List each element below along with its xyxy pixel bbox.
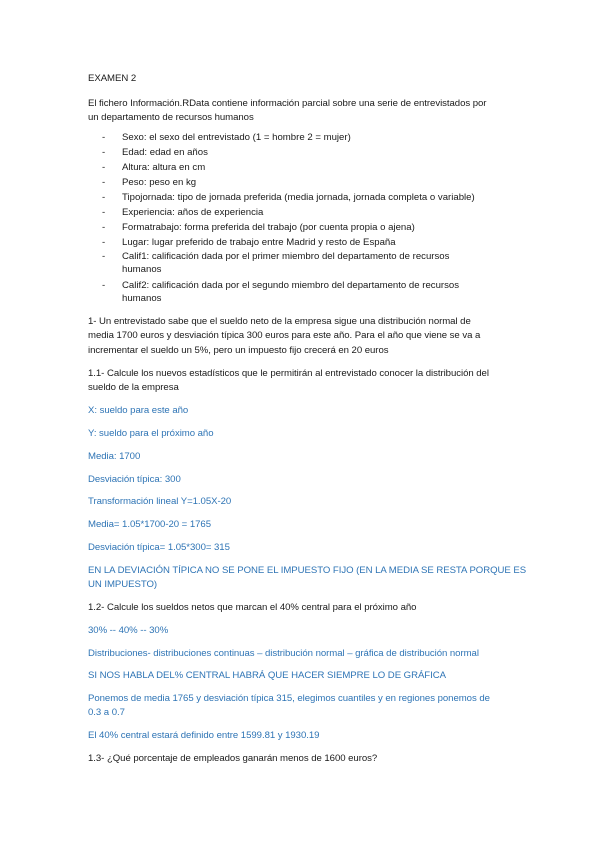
bullet-marker: - [102,251,106,262]
answer-y-definition: Y: sueldo para el próximo año [88,428,214,439]
bullet-marker: - [102,192,106,203]
answer-steps-line-2: 0.3 a 0.7 [88,707,125,718]
question-1-1-line-1: 1.1- Calcule los nuevos estadísticos que le permitirán al entrevistado conocer la distribución del [88,368,489,379]
list-item-continuation: humanos [122,293,162,304]
answer-result: El 40% central estará definido entre 1599.81 y 1930.19 [88,730,320,741]
intro-line-1: El fichero Información.RData contiene información parcial sobre una serie de entrevistados por [88,98,487,109]
list-item: Edad: edad en años [122,147,208,158]
answer-media: Media: 1700 [88,451,141,462]
answer-split: 30% -- 40% -- 30% [88,625,169,636]
list-item: Calif1: calificación dada por el primer miembro del departamento de recursos [122,251,450,262]
list-item: Lugar: lugar preferido de trabajo entre Madrid y resto de España [122,237,396,248]
question-1-2: 1.2- Calcule los sueldos netos que marcan el 40% central para el próximo año [88,602,417,613]
bullet-marker: - [102,132,106,143]
exam-heading: EXAMEN 2 [88,73,137,84]
bullet-marker: - [102,162,106,173]
bullet-marker: - [102,237,106,248]
answer-menu-path: Distribuciones- distribuciones continuas – distribución normal – gráfica de distribución normal [88,648,479,659]
answer-desviacion-nueva: Desviación típica= 1.05*300= 315 [88,542,230,553]
question-1-line-2: media 1700 euros y desviación típica 300 euros para este año. Para el año que viene se va a [88,330,481,341]
list-item: Altura: altura en cm [122,162,206,173]
list-item: Tipojornada: tipo de jornada preferida (media jornada, jornada completa o variable) [122,192,475,203]
list-item-continuation: humanos [122,264,162,275]
answer-note-line-2: UN IMPUESTO) [88,579,158,590]
answer-desviacion: Desviación típica: 300 [88,474,181,485]
question-1-3: 1.3- ¿Qué porcentaje de empleados ganarán menos de 1600 euros? [88,753,378,764]
bullet-marker: - [102,147,106,158]
answer-note: SI NOS HABLA DEL% CENTRAL HABRÁ QUE HACER SIEMPRE LO DE GRÁFICA [88,670,446,681]
answer-media-nueva: Media= 1.05*1700-20 = 1765 [88,519,211,530]
bullet-marker: - [102,222,106,233]
list-item: Sexo: el sexo del entrevistado (1 = hombre 2 = mujer) [122,132,351,143]
bullet-marker: - [102,207,106,218]
bullet-marker: - [102,177,106,188]
question-1-line-3: incrementar el sueldo un 5%, pero un impuesto fijo crecerá en 20 euros [88,345,389,356]
list-item: Calif2: calificación dada por el segundo miembro del departamento de recursos [122,280,460,291]
list-item: Experiencia: años de experiencia [122,207,264,218]
question-1-1-line-2: sueldo de la empresa [88,382,179,393]
list-item: Formatrabajo: forma preferida del trabajo (por cuenta propia o ajena) [122,222,415,233]
list-item: Peso: peso en kg [122,177,197,188]
answer-note-line-1: EN LA DEVIACIÓN TÍPICA NO SE PONE EL IMPUESTO FIJO (EN LA MEDIA SE RESTA PORQUE ES [88,565,527,576]
bullet-marker: - [102,280,106,291]
answer-x-definition: X: sueldo para este año [88,405,189,416]
answer-steps-line-1: Ponemos de media 1765 y desviación típica 315, elegimos cuantiles y en regiones ponemos de [88,693,490,704]
question-1-line-1: 1- Un entrevistado sabe que el sueldo neto de la empresa sigue una distribución normal de [88,316,471,327]
answer-transformacion: Transformación lineal Y=1.05X-20 [88,496,232,507]
intro-line-2: un departamento de recursos humanos [88,112,254,123]
